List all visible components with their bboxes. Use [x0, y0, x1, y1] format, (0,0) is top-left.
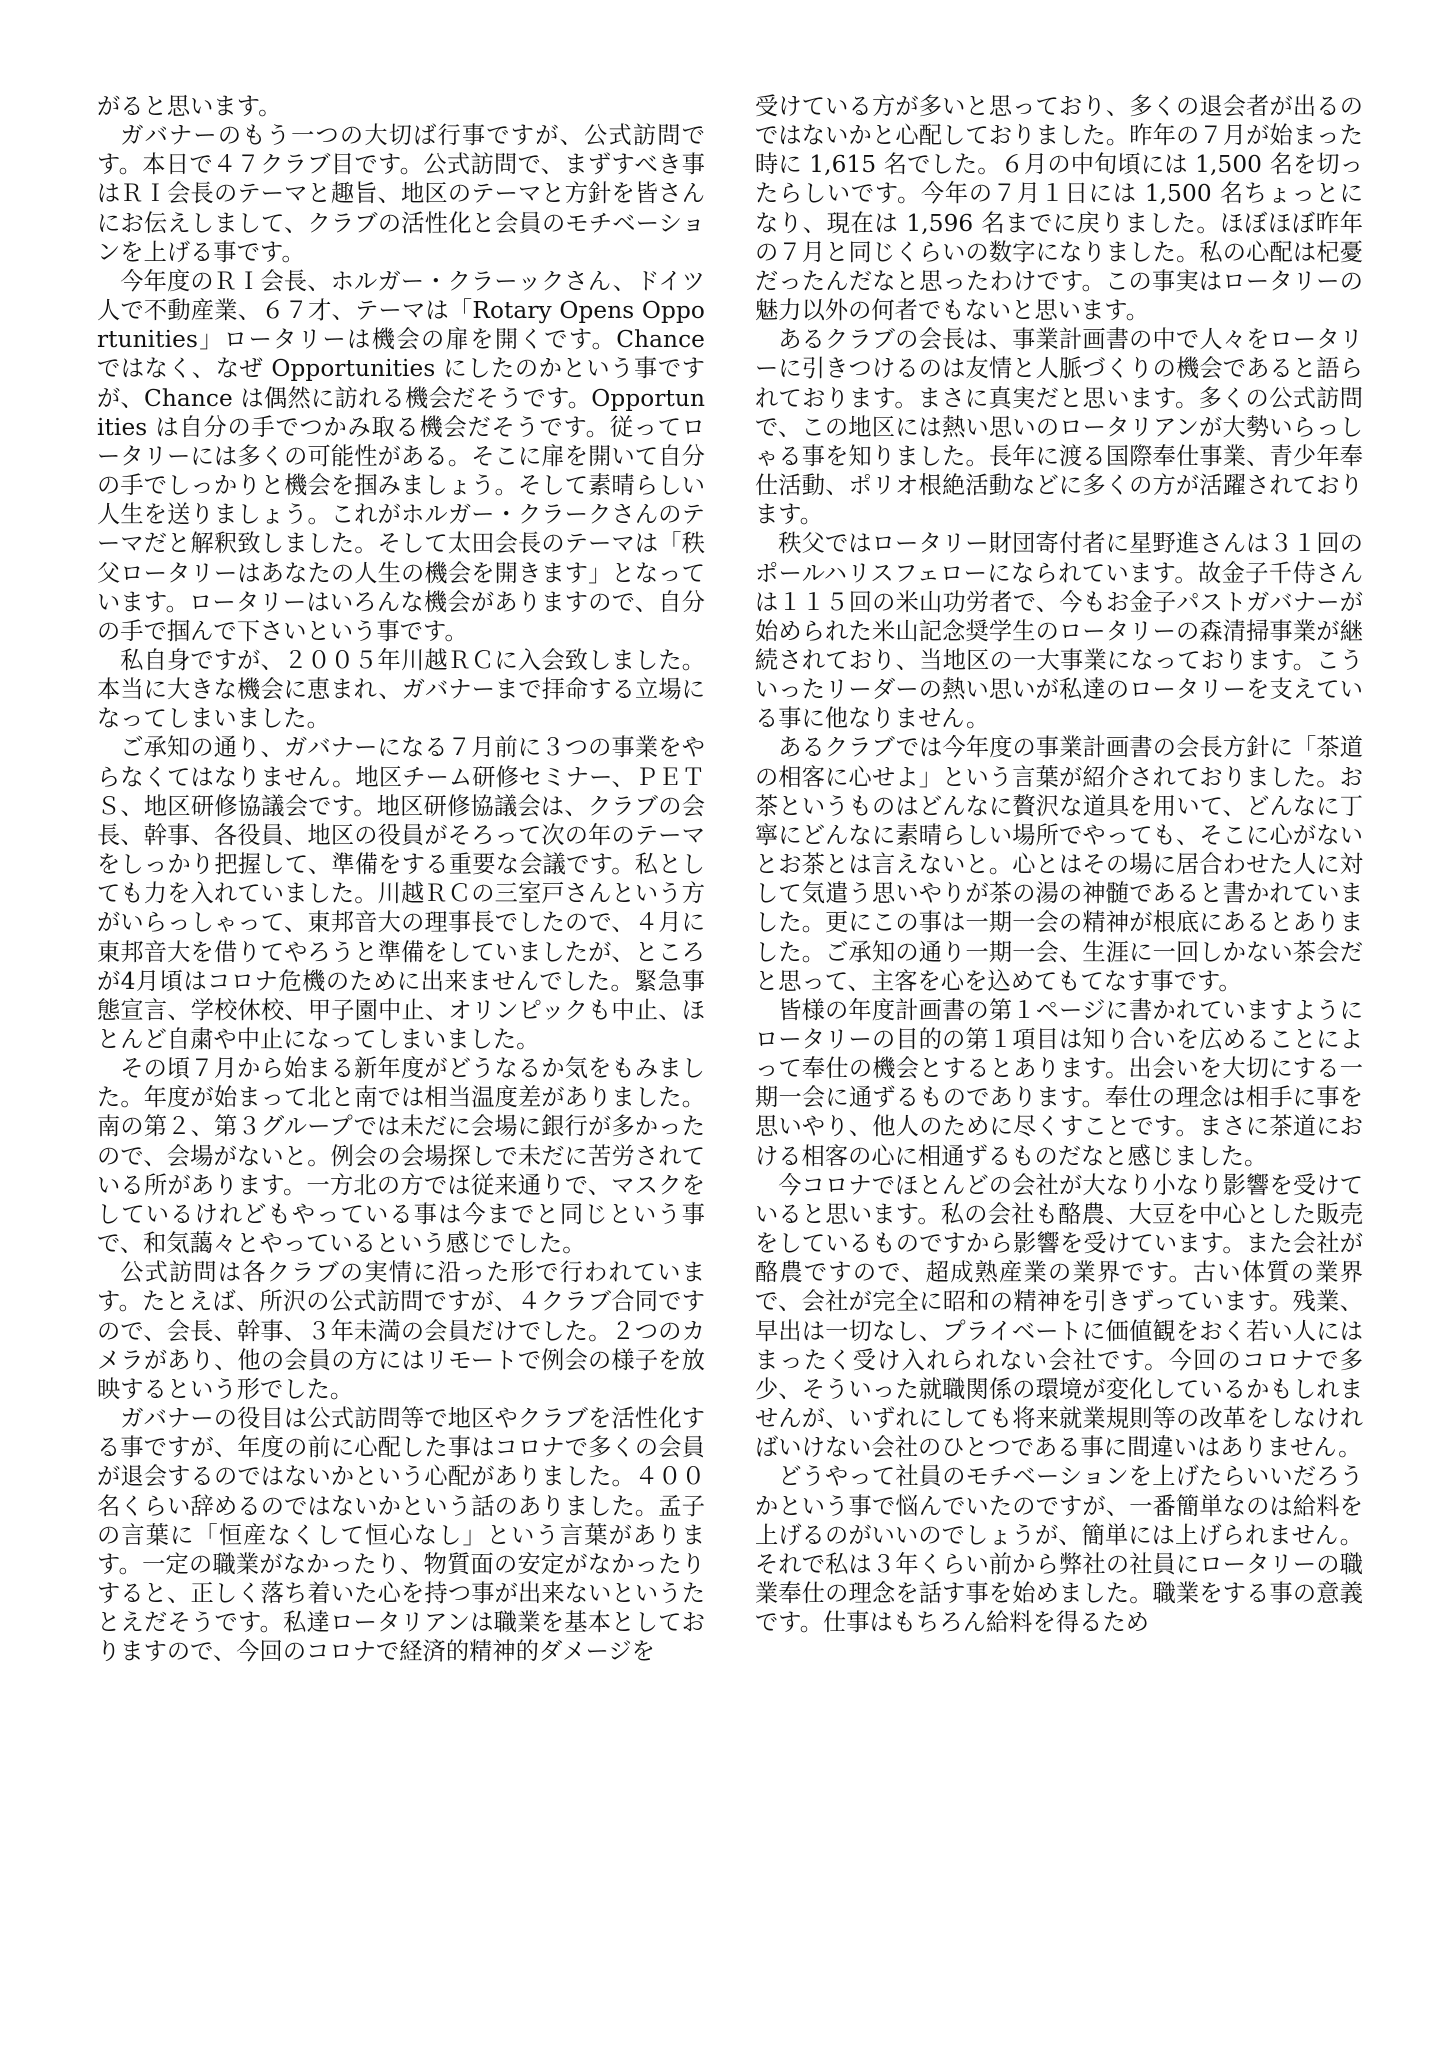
paragraph: あるクラブでは今年度の事業計画書の会長方針に「茶道の相客に心せよ」という言葉が紹介されておりました。お茶というものはどんなに贅沢な道具を用いて、どんなに丁寧にどんなに素晴らしい場所でやっても、そこに心がないとお茶とは言えないと。心とはその場に居合わせた人に対して気遣う思いやりが茶の湯の神髄であると書かれていました。更にこの事は一期一会の精神が根底にあるとありました。ご承知の通り一期一会、生涯に一回しかない茶会だと思って、主客を心を込めてもてなす事です。: [755, 734, 1363, 995]
paragraph: がると思います。: [97, 93, 282, 120]
paragraph: ガバナーのもう一つの大切ば行事ですが、公式訪問です。本日で４７クラブ目です。公式訪問で、まずすべき事はＲＩ会長のテーマと趣旨、地区のテーマと方針を皆さんにお伝えしまして、クラブの活性化と会員のモチベーションを上げる事です。: [97, 122, 705, 266]
paragraph: 今年度のＲＩ会長、ホルガー・クラーックさん、ドイツ人で不動産業、６７才、テーマは「Rotary Opens Opportunities」ロータリーは機会の扉を開くです。Chance ではなく、なぜ Opportunities にしたのかという事ですが、Chance は偶然に訪れる機会だそうです。Opportunities は自分の手でつかみ取る機会だそうです。従ってロータリーには多くの可能性がある。そこに扉を開いて自分の手でしっかりと機会を掴みましょう。そして素晴らしい人生を送りましょう。これがホルガー・クラークさんのテーマだと解釈致しました。そして太田会長のテーマは「秩父ロータリーはあなたの人生の機会を開きます」となっています。ロータリーはいろんな機会がありますので、自分の手で掴んで下さいという事です。: [97, 267, 705, 645]
paragraph: 公式訪問は各クラブの実情に沿った形で行われています。たとえば、所沢の公式訪問ですが、４クラブ合同ですので、会長、幹事、３年未満の会員だけでした。２つのカメラがあり、他の会員の方にはリモートで例会の様子を放映するという形でした。: [97, 1259, 705, 1403]
paragraph: どうやって社員のモチベーションを上げたらいいだろうかという事で悩んでいたのですが、一番簡単なのは給料を上げるのがいいのでしょうが、簡単には上げられません。それで私は３年くらい前から弊社の社員にロータリーの職業奉仕の理念を話す事を始めました。職業をする事の意義です。仕事はもちろん給料を得るため: [755, 1463, 1363, 1637]
paragraph: 私自身ですが、２００５年川越ＲＣに入会致しました。本当に大きな機会に恵まれ、ガバナーまで拝命する立場になってしまいました。: [97, 646, 705, 733]
paragraph: ガバナーの役目は公式訪問等で地区やクラブを活性化する事ですが、年度の前に心配した事はコロナで多くの会員が退会するのではないかという心配がありました。４００名くらい辞めるのではないかという話のありました。孟子の言葉に「恒産なくして恒心なし」という言葉があります。一定の職業がなかったり、物質面の安定がなかったりすると、正しく落ち着いた心を持つ事が出来ないというたとえだそうです。私達ロータリアンは職業を基本としておりますので、今回のコロナで経済的精神的ダメージを: [97, 1405, 705, 1666]
left-text-column: [97, 92, 705, 1666]
paragraph: ご承知の通り、ガバナーになる７月前に３つの事業をやらなくてはなりません。地区チーム研修セミナー、ＰＥＴＳ、地区研修協議会です。地区研修協議会は、クラブの会長、幹事、各役員、地区の役員がそろって次の年のテーマをしっかり把握して、準備をする重要な会議です。私としても力を入れていました。川越ＲＣの三室戸さんという方がいらっしゃって、東邦音大の理事長でしたので、４月に東邦音大を借りてやろうと準備をしていましたが、ところが4月頃はコロナ危機のために出来ませんでした。緊急事態宣言、学校休校、甲子園中止、オリンピックも中止、ほとんど自粛や中止になってしまいました。: [97, 734, 705, 1053]
paragraph: その頃７月から始まる新年度がどうなるか気をもみました。年度が始まって北と南では相当温度差がありました。南の第２、第３グループでは未だに会場に銀行が多かったので、会場がないと。例会の会場探しで未だに苦労されている所があります。一方北の方では従来通りで、マスクをしているけれどもやっている事は今までと同じという事で、和気藹々とやっているという感じでした。: [97, 1055, 705, 1258]
paragraph: 皆様の年度計画書の第１ページに書かれていますようにロータリーの目的の第１項目は知り合いを広めることによって奉仕の機会とするとあります。出会いを大切にする一期一会に通ずるものであります。奉仕の理念は相手に事を思いやり、他人のために尽くすことです。まさに茶道における相客の心に相通ずるものだなと感じました。: [755, 996, 1363, 1170]
paragraph: 秩父ではロータリー財団寄付者に星野進さんは３１回のポールハリスフェローになられています。故金子千侍さんは１１５回の米山功労者で、今もお金子パストガバナーが始められた米山記念奨学生のロータリーの森清掃事業が継続されており、当地区の一大事業になっております。こういったリーダーの熱い思いが私達のロータリーを支えている事に他なりません。: [755, 530, 1363, 733]
right-text-column: [755, 92, 1363, 1637]
paragraph: あるクラブの会長は、事業計画書の中で人々をロータリーに引きつけるのは友情と人脈づくりの機会であると語られております。まさに真実だと思います。多くの公式訪問で、この地区には熱い思いのロータリアンが大勢いらっしゃる事を知りました。長年に渡る国際奉仕事業、青少年奉仕活動、ポリオ根絶活動などに多くの方が活躍されております。: [755, 326, 1363, 529]
paragraph: 今コロナでほとんどの会社が大なり小なり影響を受けていると思います。私の会社も酪農、大豆を中心とした販売をしているものですから影響を受けています。また会社が酪農ですので、超成熟産業の業界です。古い体質の業界で、会社が完全に昭和の精神を引きずっています。残業、早出は一切なし、プライベートに価値観をおく若い人にはまったく受け入れられない会社です。今回のコロナで多少、そういった就職関係の環境が変化しているかもしれませんが、いずれにしても将来就業規則等の改革をしなければいけない会社のひとつである事に間違いはありません。: [755, 1171, 1363, 1462]
paragraph: 受けている方が多いと思っており、多くの退会者が出るのではないかと心配しておりました。昨年の７月が始まった時に 1,615 名でした。６月の中旬頃には 1,500 名を切ったらしいです。今年の７月１日には 1,500 名ちょっとになり、現在は 1,596 名までに戻りました。ほぼほぼ昨年の７月と同じくらいの数字になりました。私の心配は杞憂だったんだなと思ったわけです。この事実はロータリーの魅力以外の何者でもないと思います。: [755, 93, 1363, 325]
